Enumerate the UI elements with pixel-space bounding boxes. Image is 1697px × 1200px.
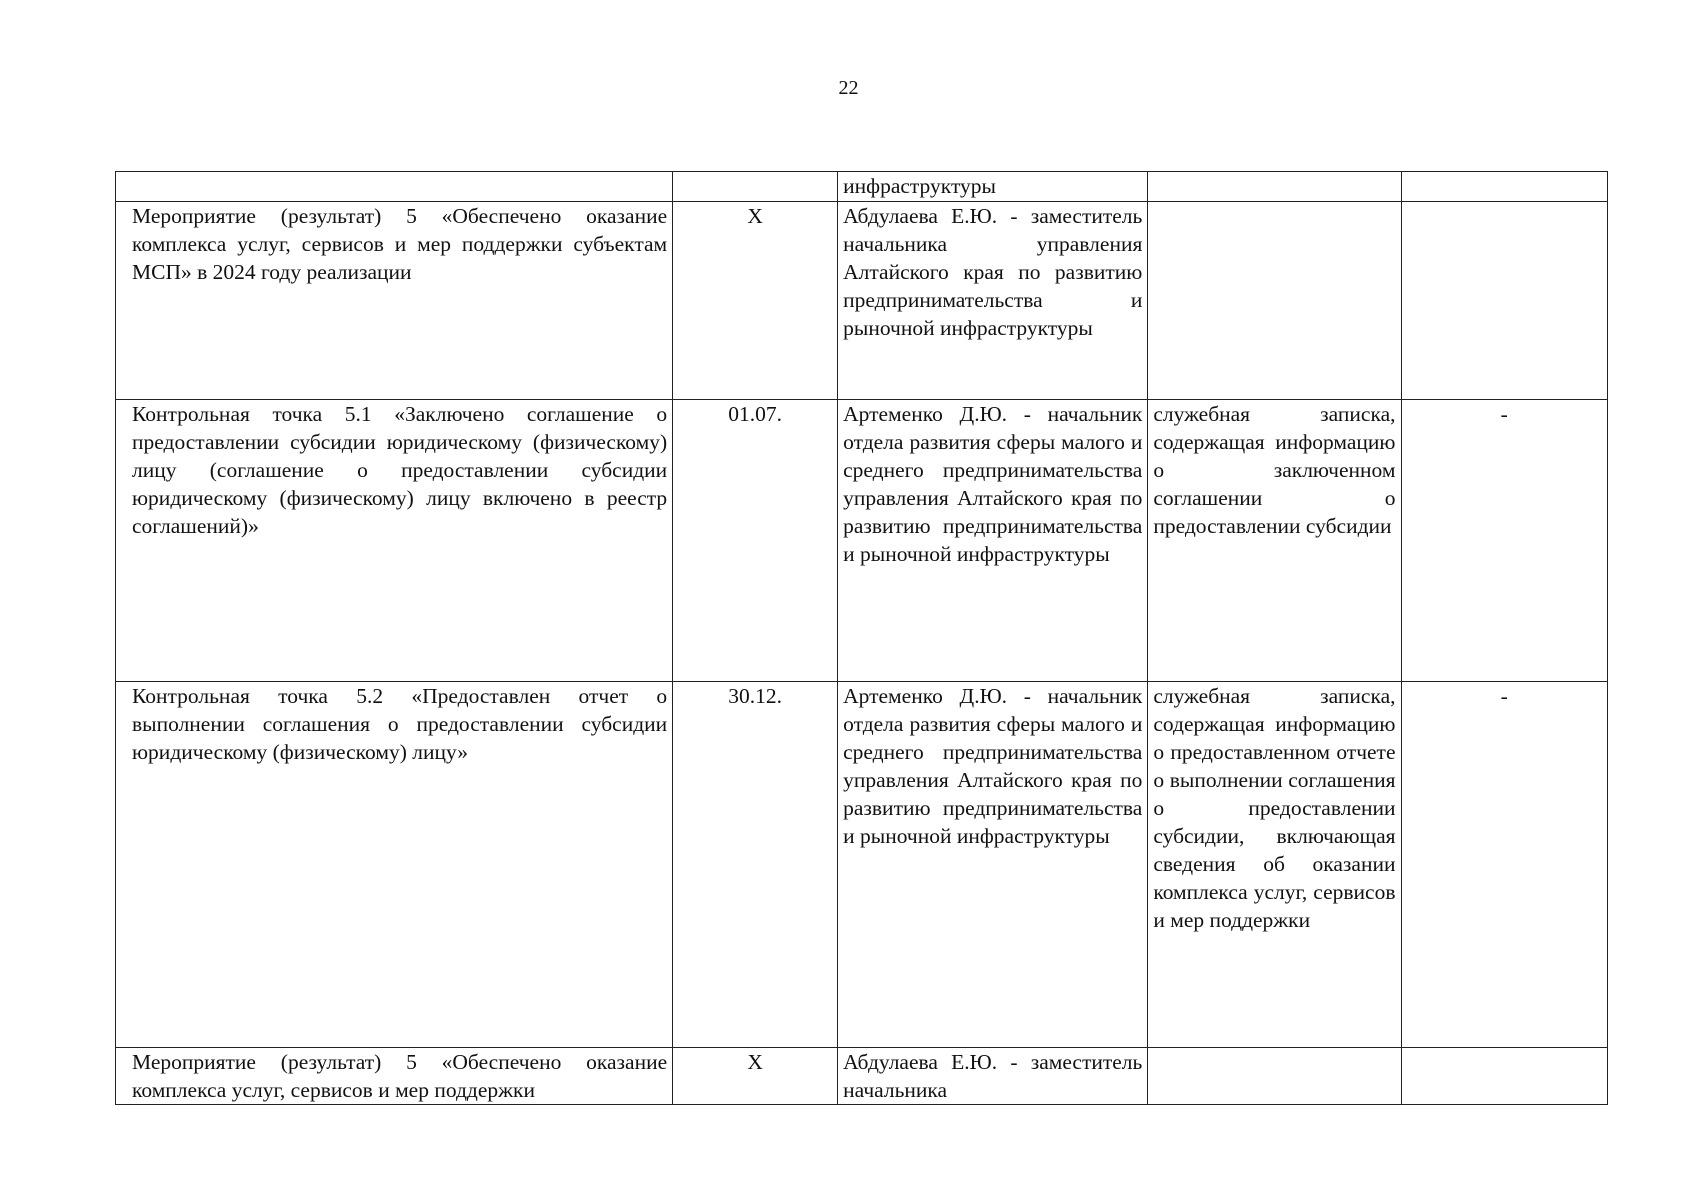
responsible-text: Абдулаева Е.Ю. - заместитель начальника управления Алтайского края по развитию предпринимательства и рыночной инфраструктуры xyxy=(843,204,1143,340)
measure-cell xyxy=(116,682,673,1048)
deadline-cell: X xyxy=(673,202,838,400)
table-row xyxy=(116,202,1608,400)
page-number: 22 xyxy=(838,77,859,99)
measure-cell xyxy=(116,202,673,400)
responsible-cell: инфраструктуры xyxy=(838,172,1148,202)
document-text: служебная записка, содержащая информацию о предоставленном отчете о выполнении соглашения о предоставлении субсидии, включающая сведения об оказании комплекса услуг, сервисов и мер поддержки xyxy=(1153,684,1396,932)
responsible-cell xyxy=(838,400,1148,682)
deadline-cell xyxy=(673,172,838,202)
table-row xyxy=(116,682,1608,1048)
document-cell xyxy=(1148,1048,1401,1105)
measure-text: Мероприятие (результат) 5 «Обеспечено оказание комплекса услуг, сервисов и мер поддержки xyxy=(132,1050,668,1102)
measure-cell xyxy=(116,400,673,682)
measure-text: Контрольная точка 5.1 «Заключено соглашение о предоставлении субсидии юридическому (физическому) лицу (соглашение о предоставлении субсидии юридическому (физическому) лицу включено в реестр соглашений)» xyxy=(132,402,668,538)
note-cell: - xyxy=(1401,400,1608,682)
measure-text: Контрольная точка 5.2 «Предоставлен отчет о выполнении соглашения о предоставлении субсидии юридическому (физическому) лицу» xyxy=(132,684,668,764)
deadline-cell: 01.07. xyxy=(673,400,838,682)
document-cell xyxy=(1148,172,1401,202)
measure-text: Мероприятие (результат) 5 «Обеспечено оказание комплекса услуг, сервисов и мер поддержки субъектам МСП» в 2024 году реализации xyxy=(132,204,668,284)
responsible-text: Абдулаева Е.Ю. - заместитель начальника xyxy=(843,1050,1143,1102)
note-cell xyxy=(1401,1048,1608,1105)
deadline-cell: X xyxy=(673,1048,838,1105)
measure-cell xyxy=(116,1048,673,1105)
document-text: служебная записка, содержащая информацию о заключенном соглашении о предоставлении субсидии xyxy=(1153,402,1396,538)
note-cell: - xyxy=(1401,682,1608,1048)
document-cell xyxy=(1148,202,1401,400)
measures-table xyxy=(115,171,1608,1105)
responsible-cell xyxy=(838,1048,1148,1105)
deadline-cell: 30.12. xyxy=(673,682,838,1048)
measure-cell xyxy=(116,172,673,202)
table-row xyxy=(116,400,1608,682)
document-cell xyxy=(1148,400,1401,682)
note-cell xyxy=(1401,172,1608,202)
document-cell xyxy=(1148,682,1401,1048)
table-row xyxy=(116,1048,1608,1105)
note-cell xyxy=(1401,202,1608,400)
responsible-text: Артеменко Д.Ю. - начальник отдела развития сферы малого и среднего предпринимательства управления Алтайского края по развитию предпринимательства и рыночной инфраструктуры xyxy=(843,402,1143,566)
responsible-text: Артеменко Д.Ю. - начальник отдела развития сферы малого и среднего предпринимательства управления Алтайского края по развитию предпринимательства и рыночной инфраструктуры xyxy=(843,684,1143,848)
table-row xyxy=(116,172,1608,202)
responsible-cell xyxy=(838,202,1148,400)
responsible-cell xyxy=(838,682,1148,1048)
